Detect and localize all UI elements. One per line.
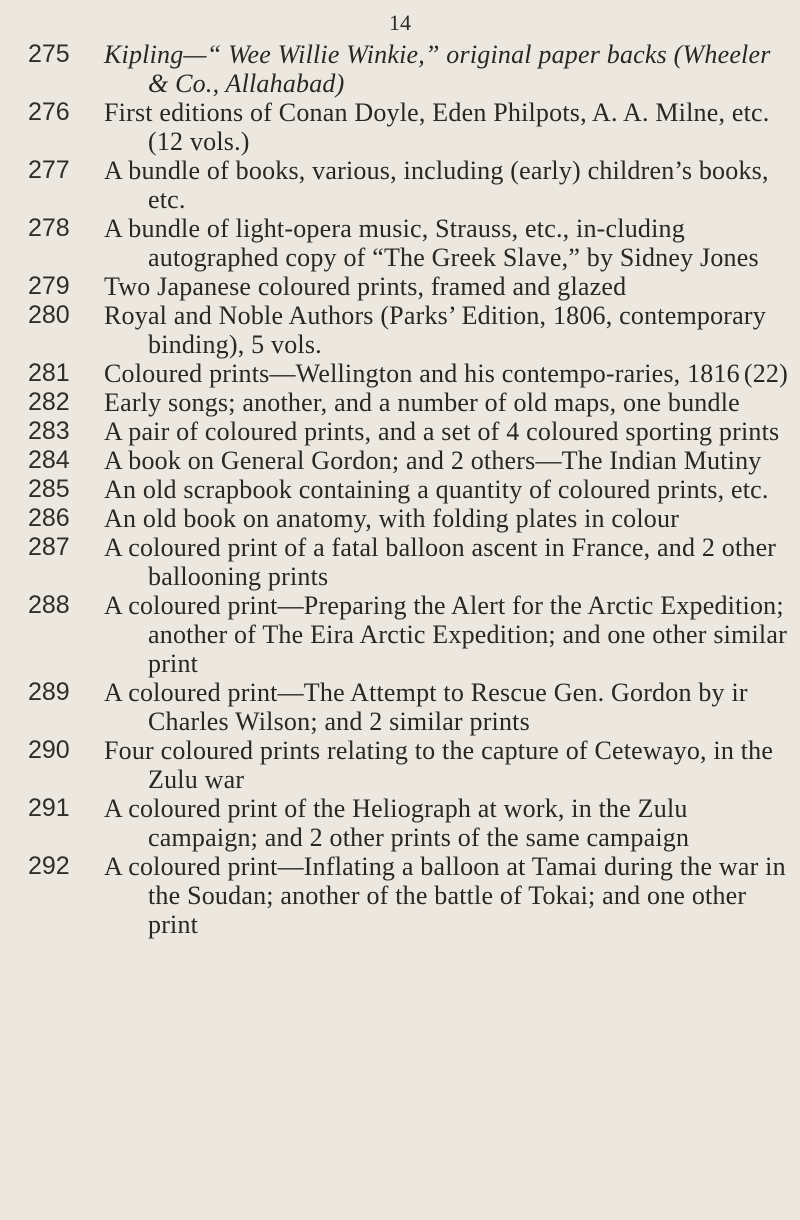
- page-number: 14: [389, 10, 411, 35]
- lot-entry: [28, 736, 788, 794]
- lot-number: 283: [28, 417, 70, 445]
- lot-description-text: A coloured print—The Attempt to Rescue Gen. Gordon by ir Charles Wilson; and 2 similar prints: [104, 678, 748, 736]
- lot-number: 275: [28, 40, 70, 68]
- lot-number: 279: [28, 272, 70, 300]
- lot-description-text: A bundle of books, various, including (early) children’s books, etc.: [104, 156, 769, 214]
- lot-description: [104, 156, 788, 214]
- lot-number: 280: [28, 301, 70, 329]
- lot-entry: [28, 678, 788, 736]
- lot-description-text: A coloured print—Preparing the Alert for the Arctic Expedition; another of The Eira Arctic Expedition; and one other similar print: [104, 591, 787, 678]
- lot-number: 287: [28, 533, 70, 561]
- lot-description-text: A coloured print of the Heliograph at work, in the Zulu campaign; and 2 other prints of the same campaign: [104, 794, 690, 852]
- lot-description: [104, 388, 788, 417]
- lot-description-text: A coloured print—Inflating a balloon at Tamai during the war in the Soudan; another of the battle of Tokai; and one other print: [104, 852, 786, 939]
- lot-entry: [28, 794, 788, 852]
- lot-description: [104, 475, 788, 504]
- lot-entry: [28, 475, 788, 504]
- lot-number: 286: [28, 504, 70, 532]
- lot-number: 278: [28, 214, 70, 242]
- lot-description: [104, 736, 788, 794]
- lot-entry: [28, 417, 788, 446]
- lot-number: 282: [28, 388, 70, 416]
- lot-description-text: First editions of Conan Doyle, Eden Philpots, A. A. Milne, etc. (12 vols.): [104, 98, 770, 156]
- lot-description: [104, 359, 788, 388]
- lot-entry: [28, 533, 788, 591]
- lot-entry: [28, 272, 788, 301]
- lot-description: [104, 417, 788, 446]
- lot-entry: [28, 156, 788, 214]
- lot-entry: [28, 301, 788, 359]
- lot-description-text: Coloured prints—Wellington and his contempo-raries, 1816: [104, 359, 740, 388]
- lot-entry: [28, 359, 788, 388]
- lot-number: 291: [28, 794, 70, 822]
- lot-number: 284: [28, 446, 70, 474]
- lot-entry: [28, 98, 788, 156]
- lot-description: [104, 98, 788, 156]
- lot-number: 276: [28, 98, 70, 126]
- lot-list: [28, 40, 788, 939]
- lot-description: [104, 504, 788, 533]
- lot-entry: [28, 852, 788, 939]
- lot-number: 277: [28, 156, 70, 184]
- lot-description-text: A book on General Gordon; and 2 others—The Indian Mutiny: [104, 446, 762, 475]
- lot-description: [104, 533, 788, 591]
- lot-description: [104, 852, 788, 939]
- lot-description: [104, 591, 788, 678]
- lot-number: 290: [28, 736, 70, 764]
- lot-description-text: A pair of coloured prints, and a set of 4 coloured sporting prints: [104, 417, 780, 446]
- lot-entry: [28, 504, 788, 533]
- lot-description-text: An old scrapbook containing a quantity of coloured prints, etc.: [104, 475, 769, 504]
- lot-description-text: Two Japanese coloured prints, framed and glazed: [104, 272, 627, 301]
- lot-number: 292: [28, 852, 70, 880]
- lot-description-text: A bundle of light-opera music, Strauss, etc., in-cluding autographed copy of “The Greek Slave,” by Sidney Jones: [104, 214, 759, 272]
- lot-description: [104, 794, 788, 852]
- lot-description: [104, 272, 788, 301]
- lot-entry: [28, 446, 788, 475]
- lot-description-text: Kipling—“ Wee Willie Winkie,” original paper backs (Wheeler & Co., Allahabad): [104, 40, 771, 98]
- lot-description: [104, 214, 788, 272]
- lot-description: [104, 301, 788, 359]
- lot-description: [104, 678, 788, 736]
- lot-description-text: Royal and Noble Authors (Parks’ Edition, 1806, contemporary binding), 5 vols.: [104, 301, 766, 359]
- lot-number: 289: [28, 678, 70, 706]
- lot-number: 285: [28, 475, 70, 503]
- lot-description-text: A coloured print of a fatal balloon ascent in France, and 2 other ballooning prints: [104, 533, 777, 591]
- lot-description-text: Early songs; another, and a number of old maps, one bundle: [104, 388, 740, 417]
- lot-description-text: Four coloured prints relating to the capture of Cetewayo, in the Zulu war: [104, 736, 774, 794]
- lot-entry: [28, 591, 788, 678]
- lot-entry: [28, 388, 788, 417]
- lot-description: [104, 446, 788, 475]
- lot-entry: [28, 40, 788, 98]
- lot-description-text: An old book on anatomy, with folding plates in colour: [104, 504, 680, 533]
- lot-number: 288: [28, 591, 70, 619]
- lot-entry: [28, 214, 788, 272]
- lot-number: 281: [28, 359, 70, 387]
- lot-description: [104, 40, 788, 98]
